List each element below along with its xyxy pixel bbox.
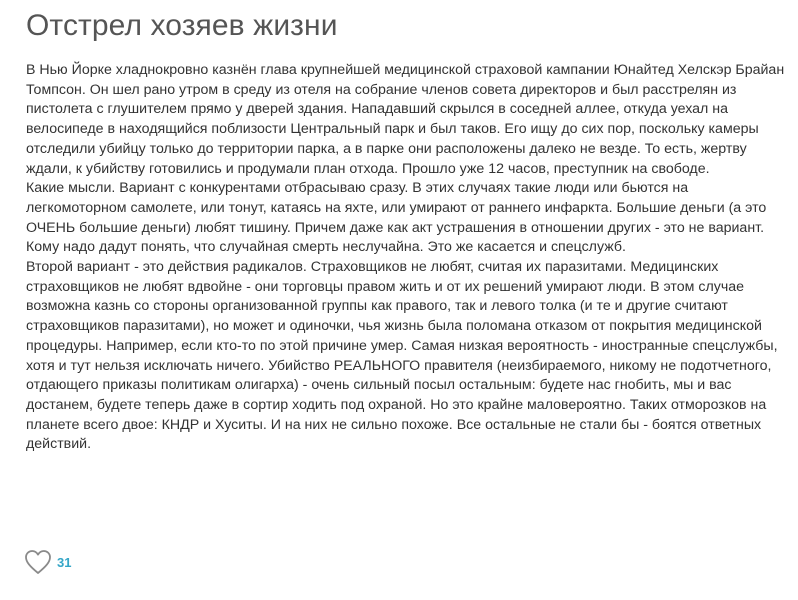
article-body — [26, 61, 790, 455]
article-paragraph: Какие мысли. Вариант с конкурентами отбрасываю сразу. В этих случаях такие люди или бьются на легкомоторном самолете, или тонут, катаясь на яхте, или умирают от раннего инфаркта. Большие деньги (а это ОЧЕНЬ большие деньги) любят тишину. Причем даже как акт устрашения в отношении других - это не вариант. Кому надо дадут понять, что случайная смерть неслучайна. Это же касается и спецслужб. — [26, 180, 767, 256]
article-paragraph: В Нью Йорке хладнокровно казнён глава крупнейшей медицинской страховой кампании Юнайтед Хелскэр Брайан Томпсон. Он шел рано утром в среду из отеля на собрание членов совета директоров и был расстрелян из пистолета с глушителем прямо у дверей здания. Нападавший скрылся в соседней аллее, откуда уехал на велосипеде в находящийся поблизости Центральный парк и был таков. Его ищу до сих пор, поскольку камеры отследили убийцу только до территории парка, а в парке они расположены далеко не везде. То есть, жертву ждали, к убийству готовились и продумали план отхода. Прошло уже 12 часов, преступник на свободе. — [26, 62, 785, 177]
article-paragraph: Второй вариант - это действия радикалов. Страховщиков не любят, считая их паразитами. Медицинских страховщиков не любят вдвойне - они торговцы правом жить и от их решений умирают люди. В этом случае возможна казнь со стороны организованной группы как правого, так и левого толка (и те и другие считают страховщиков паразитами), но может и одиночки, чья жизнь была поломана отказом от покрытия медицинской процедуры. Например, если кто-то по этой причине умер. Самая низкая вероятность - иностранные спецслужбы, хотя и тут нельзя исключать ничего. Убийство РЕАЛЬНОГО правителя (неизбираемого, никому не подотчетного, отдающего приказы политикам олигарха) - очень сильный посыл остальным: будете нас гнобить, мы и вас достанем, будете теперь даже в сортир ходить под охраной. Но это крайне маловероятно. Таких отморозков на планете всего двое: КНДР и Хуситы. И на них не сильно похоже. Все остальные не стали бы - боятся ответных действий. — [26, 259, 778, 453]
article — [26, 0, 790, 455]
article-title: Отстрел хозяев жизни — [26, 9, 338, 42]
like-count: 31 — [57, 554, 72, 570]
heart-icon[interactable] — [24, 549, 52, 575]
like-button[interactable] — [24, 547, 71, 577]
